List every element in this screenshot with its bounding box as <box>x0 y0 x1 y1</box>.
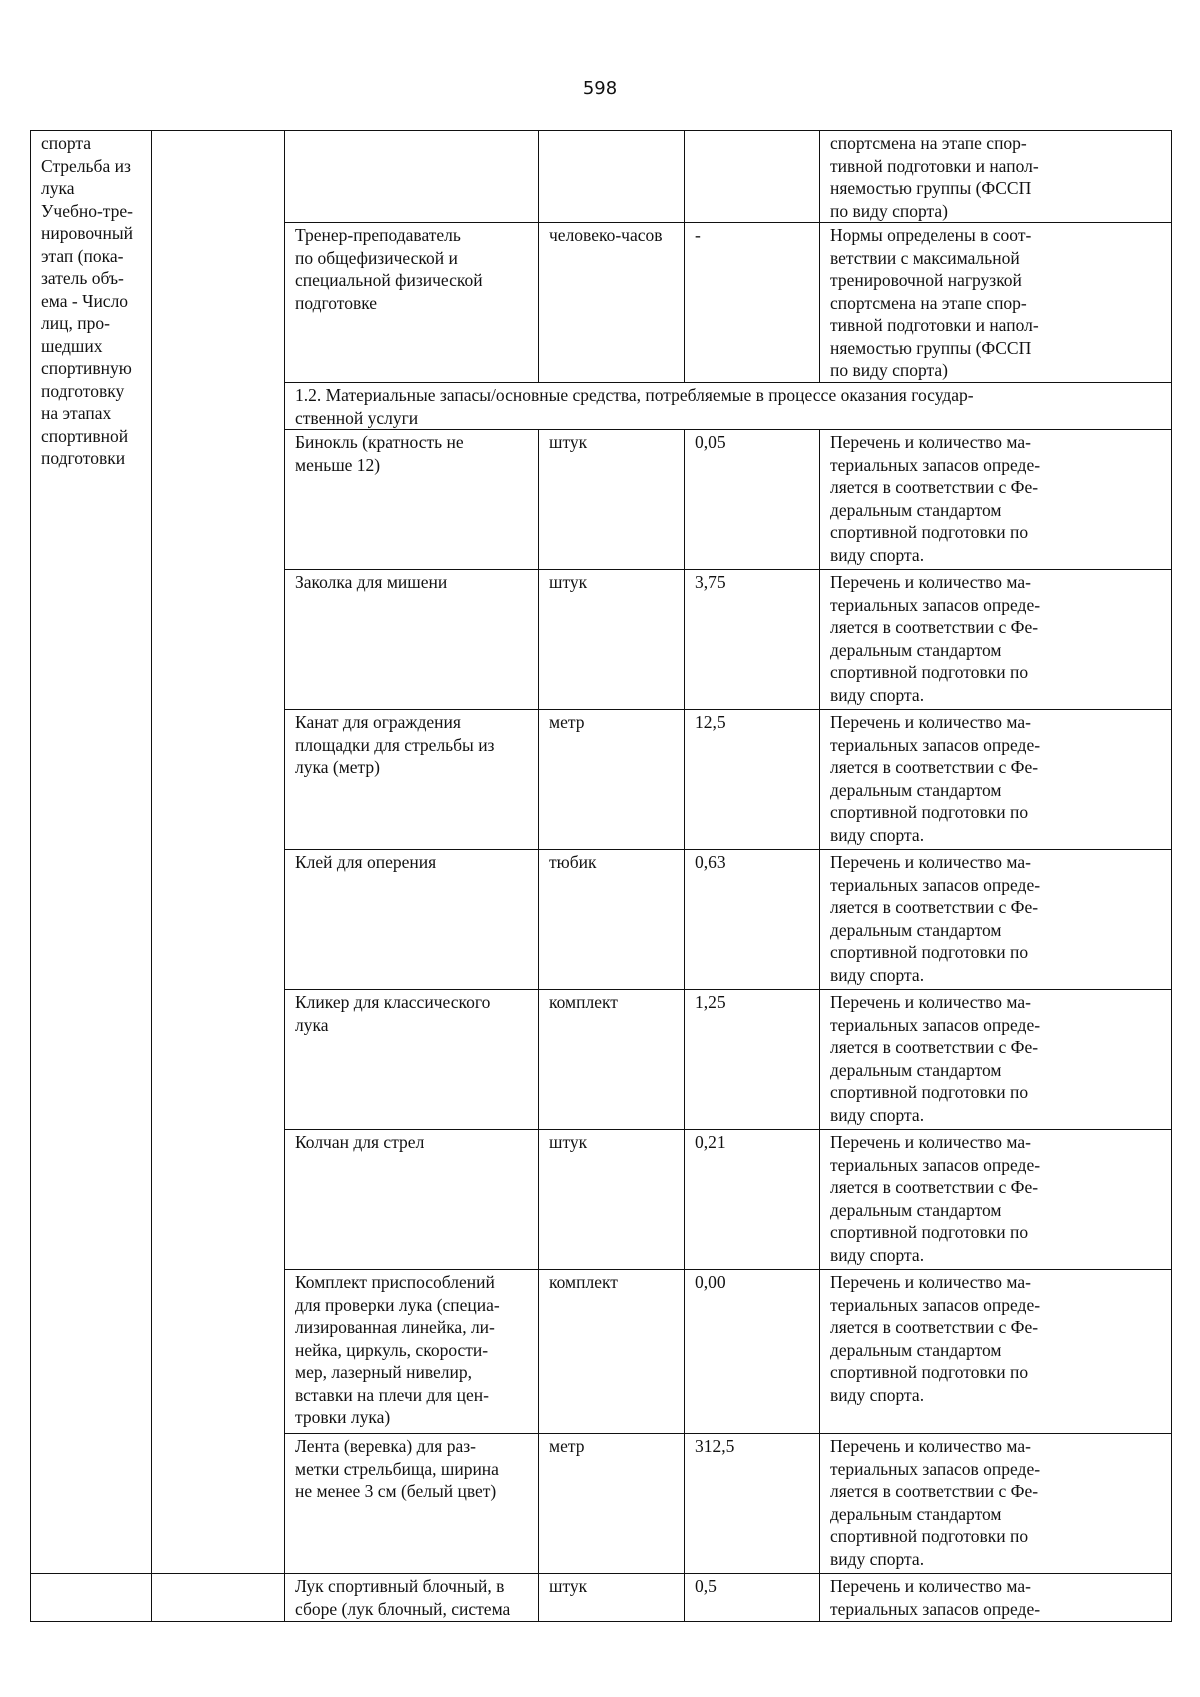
note-cell: Перечень и количество ма- териальных запасов опреде- ляется в соответствии с Фе- деральным стандартом спортивной подготовки по виду спорта. <box>820 990 1172 1130</box>
unit-cell: штук <box>539 1574 685 1622</box>
page-number: 598 <box>582 78 618 99</box>
unit-cell: штук <box>539 570 685 710</box>
sport-stage-cell: спорта Стрельба из лука Учебно-тре- нировочный этап (пока- затель объ- ема - Число лиц, про- шедших спортивную подготовку на этапах спортивной подготовки <box>31 131 152 1574</box>
unit-cell: комплект <box>539 990 685 1130</box>
item-name-cell: Комплект приспособлений для проверки лука (специа- лизированная линейка, ли- нейка, циркуль, скорости- мер, лазерный нивелир, вставки на плечи для цен- тровки лука) <box>285 1270 539 1434</box>
table-row <box>31 1574 1172 1622</box>
item-name-cell: Клей для оперения <box>285 850 539 990</box>
value-cell <box>685 131 820 223</box>
empty-cell <box>31 1574 152 1622</box>
value-cell: 0,00 <box>685 1270 820 1434</box>
note-cell: Перечень и количество ма- териальных запасов опреде- ляется в соответствии с Фе- деральным стандартом спортивной подготовки по виду спорта. <box>820 430 1172 570</box>
note-cell: Перечень и количество ма- териальных запасов опреде- ляется в соответствии с Фе- деральным стандартом спортивной подготовки по виду спорта. <box>820 710 1172 850</box>
value-cell: 12,5 <box>685 710 820 850</box>
item-name-cell: Канат для ограждения площадки для стрельбы из лука (метр) <box>285 710 539 850</box>
item-name-cell <box>285 131 539 223</box>
value-cell: 312,5 <box>685 1434 820 1574</box>
value-cell: 3,75 <box>685 570 820 710</box>
norms-table <box>30 130 1172 1622</box>
item-name-cell: Тренер-преподаватель по общефизической и специальной физической подготовке <box>285 223 539 383</box>
section-header: 1.2. Материальные запасы/основные средства, потребляемые в процессе оказания государ- ственной услуги <box>285 383 1172 430</box>
unit-cell: комплект <box>539 1270 685 1434</box>
note-cell: Нормы определены в соот- ветствии с максимальной тренировочной нагрузкой спортсмена на этапе спор- тивной подготовки и напол- няемостью группы (ФССП по виду спорта) <box>820 223 1172 383</box>
unit-cell: штук <box>539 1130 685 1270</box>
item-name-cell: Лента (веревка) для раз- метки стрельбища, ширина не менее 3 см (белый цвет) <box>285 1434 539 1574</box>
note-cell: спортсмена на этапе спор- тивной подготовки и напол- няемостью группы (ФССП по виду спорта) <box>820 131 1172 223</box>
empty-cell <box>152 1574 285 1622</box>
note-cell: Перечень и количество ма- териальных запасов опреде- ляется в соответствии с Фе- деральным стандартом спортивной подготовки по виду спорта. <box>820 850 1172 990</box>
value-cell: 0,05 <box>685 430 820 570</box>
item-name-cell: Колчан для стрел <box>285 1130 539 1270</box>
item-name-cell: Заколка для мишени <box>285 570 539 710</box>
value-cell: - <box>685 223 820 383</box>
value-cell: 0,63 <box>685 850 820 990</box>
unit-cell: метр <box>539 1434 685 1574</box>
note-cell: Перечень и количество ма- териальных запасов опреде- ляется в соответствии с Фе- деральным стандартом спортивной подготовки по виду спорта. <box>820 1270 1172 1434</box>
unit-cell <box>539 131 685 223</box>
item-name-cell: Бинокль (кратность не меньше 12) <box>285 430 539 570</box>
item-name-cell: Лук спортивный блочный, в сборе (лук блочный, система <box>285 1574 539 1622</box>
value-cell: 1,25 <box>685 990 820 1130</box>
note-cell: Перечень и количество ма- териальных запасов опреде- ляется в соответствии с Фе- деральным стандартом спортивной подготовки по виду спорта. <box>820 570 1172 710</box>
table-row <box>31 131 1172 223</box>
note-cell: Перечень и количество ма- териальных запасов опреде- <box>820 1574 1172 1622</box>
value-cell: 0,21 <box>685 1130 820 1270</box>
unit-cell: тюбик <box>539 850 685 990</box>
empty-cell <box>152 131 285 1574</box>
unit-cell: метр <box>539 710 685 850</box>
note-cell: Перечень и количество ма- териальных запасов опреде- ляется в соответствии с Фе- деральным стандартом спортивной подготовки по виду спорта. <box>820 1434 1172 1574</box>
unit-cell: штук <box>539 430 685 570</box>
note-cell: Перечень и количество ма- териальных запасов опреде- ляется в соответствии с Фе- деральным стандартом спортивной подготовки по виду спорта. <box>820 1130 1172 1270</box>
value-cell: 0,5 <box>685 1574 820 1622</box>
item-name-cell: Кликер для классического лука <box>285 990 539 1130</box>
unit-cell: человеко-часов <box>539 223 685 383</box>
